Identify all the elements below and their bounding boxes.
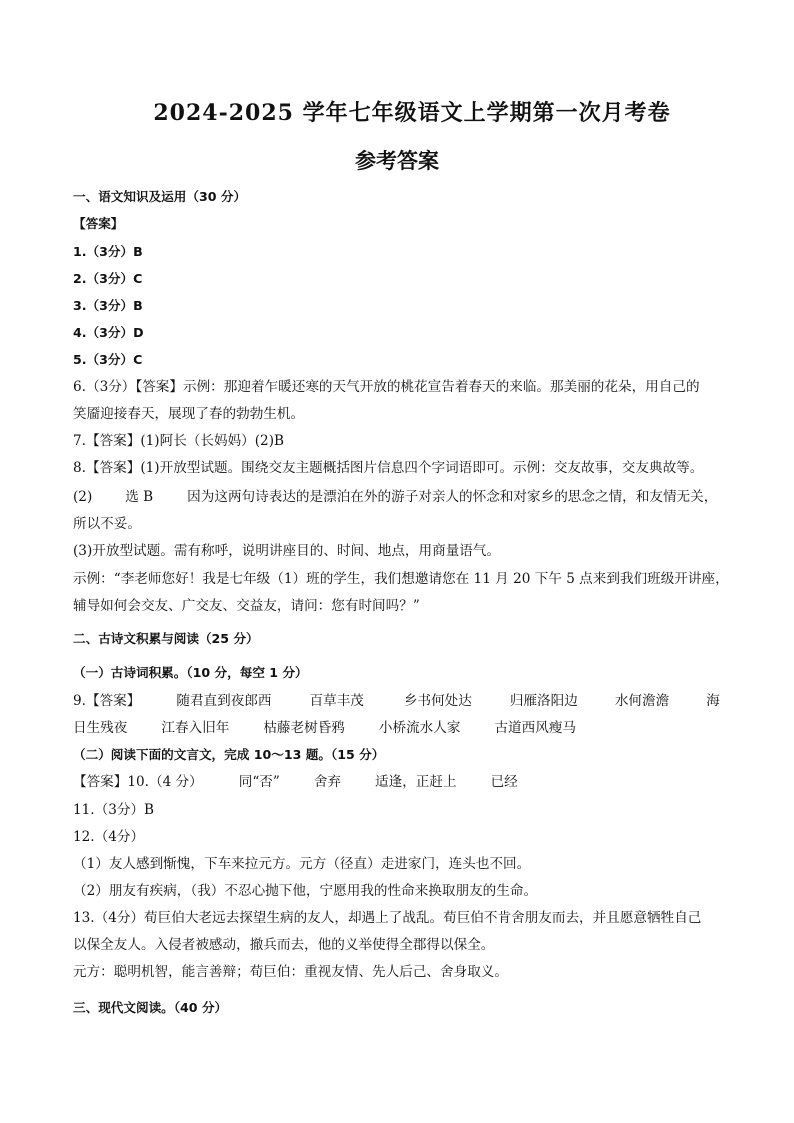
q9-blank: 乡书何处达 xyxy=(403,693,472,709)
q9-blank: 小桥流水人家 xyxy=(378,720,461,736)
q13-line2: 以保全友人。入侵者被感动，撤兵而去，他的义举使得全郡得以保全。 xyxy=(73,937,495,953)
section-3-heading: 三、现代文阅读。（40 分） xyxy=(73,1000,228,1015)
section-2-heading: 二、古诗文积累与阅读（25 分） xyxy=(73,631,259,646)
q9-blank: 江春入旧年 xyxy=(161,720,230,736)
q8-example-line1: 示例：“李老师您好！我是七年级（1）班的学生，我们想邀请您在 11 月 20 下午 5 点来到我们班级开讲座， xyxy=(73,571,729,587)
q10-item: 舍弃 xyxy=(313,774,342,790)
q12-part2: （2）朋友有疾病，（我）不忍心抛下他，宁愿用我的性命来换取朋友的生命。 xyxy=(73,883,538,899)
q9-blank: 古道西风瘦马 xyxy=(494,720,577,736)
q9-blank: 枯藤老树昏鸦 xyxy=(263,720,345,736)
q4-answer: 4.（3分）D xyxy=(73,325,144,340)
q9-blank: 归雁洛阳边 xyxy=(509,693,578,709)
q8-part2 xyxy=(73,488,717,506)
q9-blank: 随君直到夜郎西 xyxy=(176,693,272,709)
q5-answer: 5.（3分）C xyxy=(73,352,143,367)
q10-item: 适逢，正赶上 xyxy=(375,774,457,790)
q12-answer: 12.（4分） xyxy=(73,829,145,845)
q8-part3: (3)开放型试题。需有称呼，说明讲座目的、时间、地点，用商量语气。 xyxy=(73,543,501,559)
q8-answer-line1: 8.【答案】(1)开放型试题。围绕交友主题概括图片信息四个字词语即可。示例：交友故事，交友典故等。 xyxy=(73,460,704,476)
q8-part2-number: (2) xyxy=(73,489,93,505)
q9-label: 9.【答案】 xyxy=(73,693,141,709)
q6-answer-line1: 6.（3分）【答案】示例：那迎着乍暖还寒的天气开放的桃花宣告着春天的来临。那美丽的花朵，用自己的 xyxy=(73,379,700,395)
page-subtitle: 参考答案 xyxy=(355,148,439,173)
q12-part1: （1）友人感到惭愧，下车来拉元方。元方（径直）走进家门，连头也不回。 xyxy=(73,856,531,872)
q9-blank: 水何澹澹 xyxy=(614,693,670,709)
q9-blank: 海 xyxy=(706,693,720,709)
q7-answer: 7.【答案】(1)阿长（长妈妈）(2)B xyxy=(73,433,285,449)
q9-blank: 百草丰茂 xyxy=(309,693,364,709)
q3-answer: 3.（3分）B xyxy=(73,298,143,313)
section-1-heading: 一、语文知识及运用（30 分） xyxy=(73,189,247,204)
q9-row1 xyxy=(73,692,720,710)
q13-line3: 元方：聪明机智，能言善辩；荀巨伯：重视友情、先人后己、舍身取义。 xyxy=(73,964,508,980)
section-2-sub2: （二）阅读下面的文言文，完成 10～13 题。（15 分） xyxy=(73,747,385,762)
section-2-sub1: （一）古诗词积累。（10 分，每空 1 分） xyxy=(73,665,308,680)
q8-part2-reason: 因为这两句诗表达的是漂泊在外的游子对亲人的怀念和对家乡的思念之情，和友情无关， xyxy=(187,489,718,505)
q10-item: 同“否” xyxy=(238,774,280,790)
q10-row xyxy=(73,773,518,791)
q8-part2-continued: 所以不妥。 xyxy=(73,516,141,532)
q2-answer: 2.（3分）C xyxy=(73,271,143,286)
page-title: 2024-2025 学年七年级语文上学期第一次月考卷 xyxy=(153,100,671,126)
q1-answer: 1.（3分）B xyxy=(73,244,143,259)
q9-row2 xyxy=(73,719,576,737)
q10-item: 已经 xyxy=(490,774,518,790)
q9-blank: 日生残夜 xyxy=(73,720,128,736)
q11-answer: 11.（3分）B xyxy=(73,802,155,818)
q13-line1: 13.（4分）荀巨伯大老远去探望生病的友人，却遇上了战乱。荀巨伯不肯舍朋友而去，并且愿意牺牲自己 xyxy=(73,910,702,926)
q6-answer-line2: 笑靥迎接春天，展现了春的勃勃生机。 xyxy=(73,406,305,422)
q10-label: 【答案】10.（4 分） xyxy=(73,774,203,790)
answer-tag: 【答案】 xyxy=(73,216,124,231)
q8-example-line2: 辅导如何会交友、广交友、交益友，请问：您有时间吗？” xyxy=(73,598,420,614)
q8-part2-choice: 选 B xyxy=(125,489,154,505)
